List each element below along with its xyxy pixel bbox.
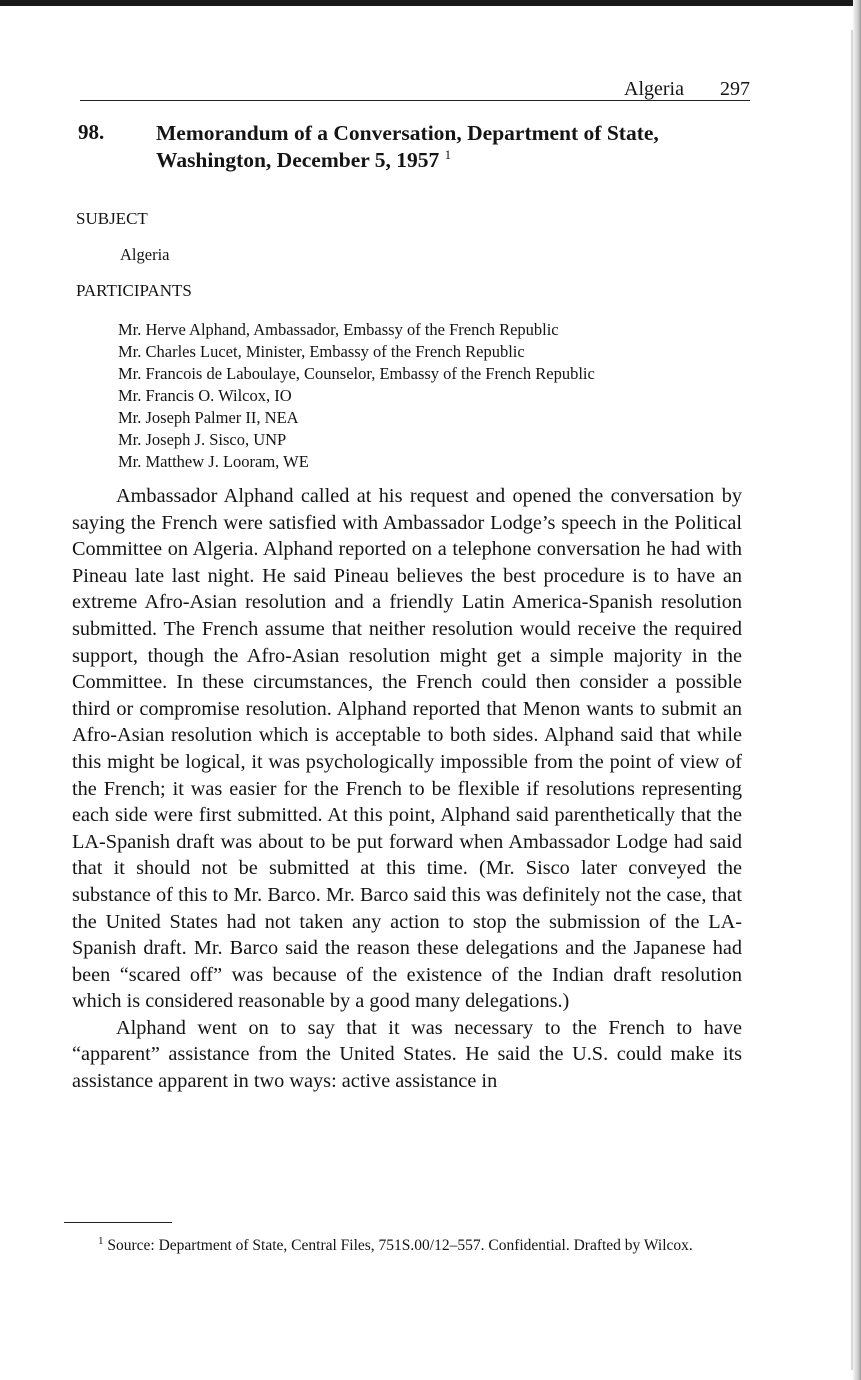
- running-head-title: Algeria: [624, 78, 684, 100]
- participant-item: Mr. Francis O. Wilcox, IO: [118, 386, 292, 405]
- document-title: [156, 120, 746, 174]
- title-footnote-marker: 1: [444, 146, 452, 162]
- participant-item: Mr. Charles Lucet, Minister, Embassy of the French Republic: [118, 342, 525, 361]
- footnote-text: Source: Department of State, Central Files, 751S.00/12–557. Confidential. Drafted by Wilcox.: [107, 1237, 693, 1255]
- document-title-text: Memorandum of a Conversation, Department of State, Washington, December 5, 1957: [156, 121, 659, 172]
- participant-item: Mr. Joseph J. Sisco, UNP: [118, 430, 287, 449]
- participant-item: Mr. Francois de Laboulaye, Counselor, Embassy of the French Republic: [118, 364, 595, 383]
- document-number: 98.: [78, 120, 105, 144]
- running-head: [80, 78, 750, 101]
- footnote: [62, 1232, 742, 1255]
- body-paragraph: Ambassador Alphand called at his request and opened the conversation by saying the French were satisfied with Ambassador Lodge’s speech in the Political Committee on Algeria. Alphand reported on a telephone conversation he had with Pineau late last night. He said Pineau believes the best procedure is to have an extreme Afro-Asian resolution and a friendly Latin America-Spanish resolution submitted. The French assume that neither resolution would receive the required support, though the Afro-Asian resolution might get a simple majority in the Committee. In these circumstances, the French could then consider a possible third or compromise resolution. Alphand reported that Menon wants to submit an Afro-Asian resolution which is acceptable to both sides. Alphand said that while this might be logical, it was psychologically impossible from the point of view of the French; it was easier for the French to be flexible if resolutions representing each side were first submitted. At this point, Alphand said parenthetically that the LA-Spanish draft was about to be put forward when Ambassador Lodge had said that it should not be submitted at this time. (Mr. Sisco later conveyed the substance of this to Mr. Barco. Mr. Barco said this was definitely not the case, that the United States had not taken any action to stop the submission of the LA-Spanish draft. Mr. Barco said the reason these delegations and the Japanese had been “scared off” was because of the existence of the Indian draft resolution which is considered reasonable by a good many delegations.): [72, 485, 742, 1013]
- page-right-shadow: [851, 30, 853, 1370]
- participant-item: Mr. Matthew J. Looram, WE: [118, 452, 309, 471]
- footnote-rule: [64, 1222, 172, 1223]
- page-top-edge: [0, 0, 861, 6]
- page-number: 297: [720, 78, 750, 100]
- participant-item: Mr. Joseph Palmer II, NEA: [118, 408, 299, 427]
- participant-item: Mr. Herve Alphand, Ambassador, Embassy of the French Republic: [118, 320, 559, 339]
- page-right-edge: [853, 0, 861, 1380]
- subject-value: Algeria: [120, 245, 170, 264]
- footnote-marker: 1: [98, 1235, 104, 1247]
- body-paragraph: Alphand went on to say that it was necessary to the French to have “apparent” assistance from the United States. He said the U.S. could make its assistance apparent in two ways: active assistance in: [72, 1016, 742, 1093]
- subject-label: SUBJECT: [76, 209, 148, 228]
- memo-body: [72, 483, 742, 1095]
- participants-label: PARTICIPANTS: [76, 281, 192, 300]
- participants-list: [118, 319, 595, 473]
